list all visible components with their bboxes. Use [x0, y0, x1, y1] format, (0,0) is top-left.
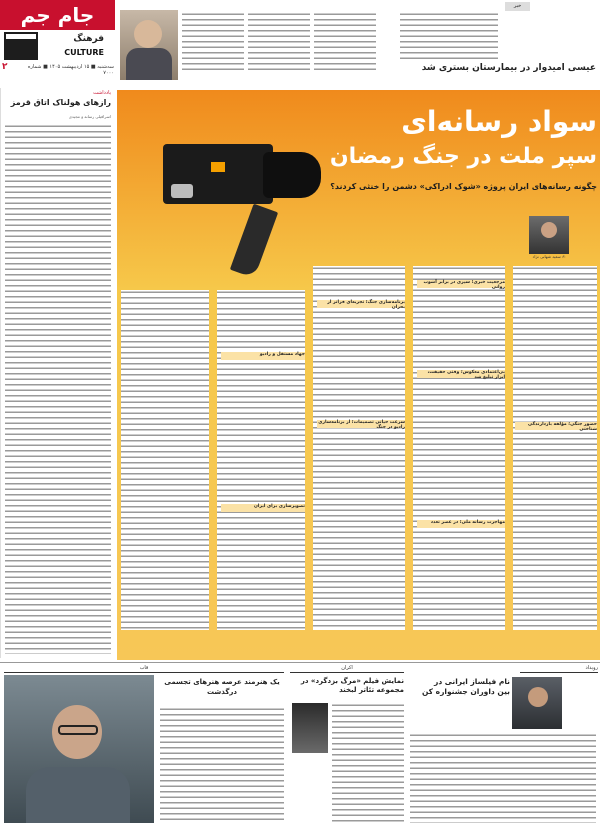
bottom-col3-photo [4, 675, 154, 823]
subhead: برنامه‌سازی جنگ؛ تجربه‌ای فراتر از بحران [317, 300, 405, 308]
bottom-col2-poster [292, 703, 328, 753]
bottom-row [0, 662, 600, 825]
bottom-col1-tag: رویداد [520, 665, 598, 673]
sidebar-byline: اسرافیلی رسانه و مجیدی [68, 114, 111, 119]
person-silhouette [134, 20, 162, 48]
camera-lens [263, 152, 321, 198]
sidebar-tag: یادداشت [93, 90, 111, 96]
section-name-en: CULTURE [64, 48, 104, 57]
top-tag: خبر [505, 2, 530, 11]
bottom-col1-body [410, 733, 596, 823]
feature-title-line1: سواد رسانه‌ای [401, 105, 597, 138]
bottom-col3-body [160, 707, 284, 823]
subhead: حضور جنگی؛ مؤلفه بازدارندگی شناختی [515, 422, 597, 430]
clapperboard-icon [6, 34, 36, 58]
subhead: سرعت حیاتی تصمیمات؛ از برنامه‌سازی رادیو در جنگ [318, 420, 405, 430]
subhead: بی‌اعتمادی معکوس؛ وقتی حقیقت، ابزار تبلیغ شد [417, 370, 505, 378]
bottom-col3-tag: قاب [4, 665, 284, 673]
bottom-col1-title: نام فیلساز ایرانی در بین داوران جشنواره کن [421, 677, 510, 696]
masthead-logo: جام جم [0, 0, 115, 30]
portrait-face [528, 687, 548, 707]
issue-date: سه‌شنبه ■ ۱۵ اردیبهشت ۱۴۰۵ ■ شماره ۷۰۰۰ [27, 64, 114, 76]
top-story-title: عیسی امیدوار در بیمارستان بستری شد [421, 63, 596, 73]
author-photo [529, 216, 569, 254]
camera-tag [171, 184, 193, 198]
top-photo [120, 10, 178, 80]
sidebar [0, 88, 112, 658]
feature-col-1 [513, 266, 597, 630]
section-name-fa: فرهنگ [73, 34, 104, 44]
person-body [126, 48, 172, 80]
camera-illustration [153, 114, 323, 284]
artist-body [26, 767, 130, 823]
feature-subtitle: چگونه رسانه‌های ایران پروژه «شوک ادراکی» دشمن را خنثی کردند؟ [330, 182, 597, 191]
top-story-col-3 [182, 12, 244, 72]
bottom-col2-tag: اکران [290, 665, 404, 673]
author-face [541, 222, 557, 238]
masthead [0, 0, 115, 82]
feature-col-2 [413, 266, 505, 630]
top-story-col-2 [248, 12, 310, 72]
feature-title-line2: سپر ملت در جنگ رمضان [329, 144, 597, 169]
bottom-col2-body [332, 703, 404, 823]
feature-col-3 [313, 266, 405, 630]
artist-glasses [58, 725, 98, 735]
top-story-lead [400, 12, 498, 62]
subhead: تصویرسازی برای ایران [221, 504, 305, 512]
page-number: ۲ [2, 62, 8, 72]
bottom-col3-title: یک هنرمند عرصه هنرهای تجسمی درگذشت [164, 678, 280, 696]
feature-block [117, 90, 600, 660]
sidebar-body [5, 124, 111, 654]
bottom-col1-photo [512, 677, 562, 729]
subhead: جهاد مستقل و رادیو [221, 352, 305, 360]
top-story-col-1 [314, 12, 376, 72]
bottom-col2-title: نمایش فیلم «مرگ بزدگرد» در مجموعه تئاتر لبخند [300, 677, 404, 694]
feature-col-5 [121, 290, 209, 630]
camera-badge [211, 162, 225, 172]
sidebar-title: رازهای هولناک اتاق قرمز [10, 98, 111, 107]
feature-col-4 [217, 290, 305, 630]
author-caption: ✍ سعید شهابی نژاد [532, 254, 566, 259]
subhead: مهاجرت رسانه ملی؛ در عصر تعدد [417, 520, 505, 528]
rifle-magazine [230, 204, 278, 279]
subhead: مرجعیت خبری؛ سپری در برابر آشوب روانی [417, 280, 505, 288]
